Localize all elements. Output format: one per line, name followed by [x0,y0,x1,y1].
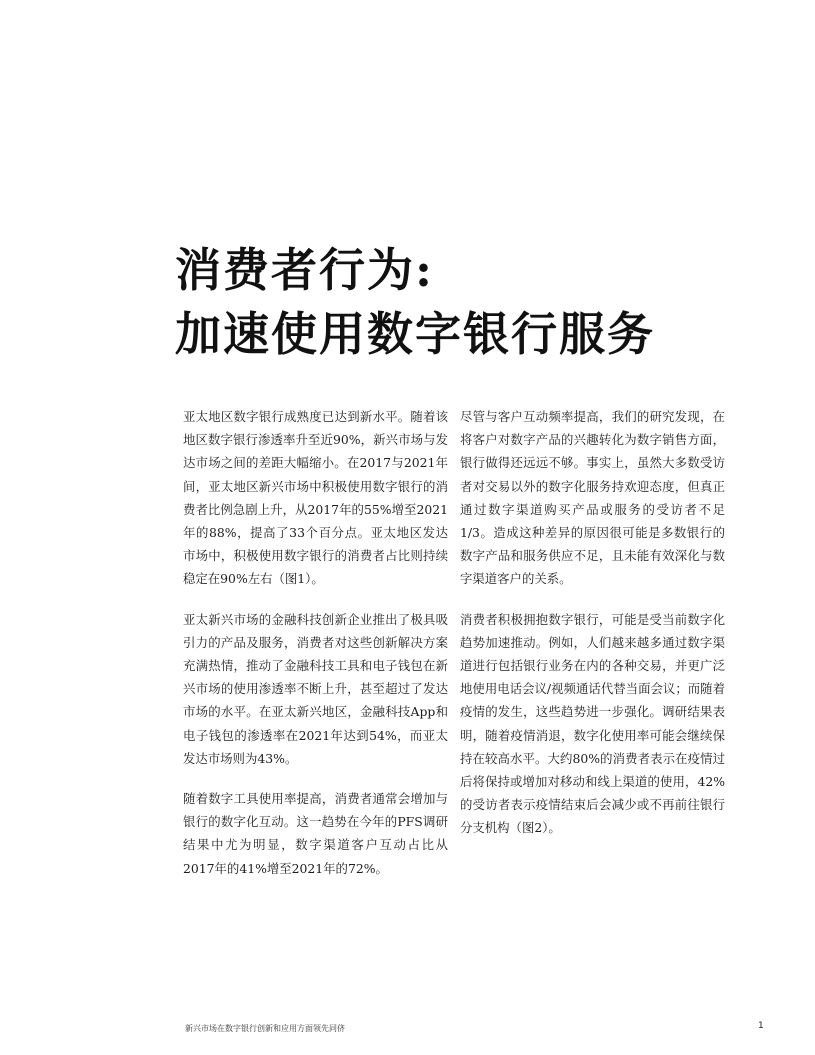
page-title [175,238,775,366]
paragraph: 消费者积极拥抱数字银行，可能是受当前数字化趋势加速推动。例如，人们越来越多通过数字渠道进行包括银行业务在内的各种交易，并更广泛地使用电话会议/视频通话代替当面会议；而随着疫情的发生，这些趋势进一步强化。调研结果表明，随着疫情消退，数字化使用率可能会继续保持在较高水平。大约80%的消费者表示在疫情过后将保持或增加对移动和线上渠道的使用，42%的受访者表示疫情结束后会减少或不再前往银行分支机构（图2）。 [460,611,725,836]
page-number: 1 [758,1021,764,1031]
page-title-line-1: 消费者行为: [175,243,434,297]
right-text-column [460,405,725,857]
left-text-column [183,405,448,897]
page-title-line-2: 加速使用数字银行服务 [175,307,655,361]
paragraph: 亚太地区数字银行成熟度已达到新水平。随着该地区数字银行渗透率升至近90%，新兴市场与发达市场之间的差距大幅缩小。在2017与2021年间，亚太地区新兴市场中积极使用数字银行的消费者比例急剧上升，从2017年的55%增至2021年的88%，提高了33个百分点。亚太地区发达市场中，积极使用数字银行的消费者占比则持续稳定在90%左右（图1）。 [183,409,448,587]
paragraph: 随着数字工具使用率提高，消费者通常会增加与银行的数字化互动。这一趋势在今年的PFS调研结果中尤为明显，数字渠道客户互动占比从2017年的41%增至2021年的72%。 [183,791,448,876]
footer-running-title: 新兴市场在数字银行创新和应用方面领先同侪 [185,1024,345,1033]
paragraph: 尽管与客户互动频率提高，我们的研究发现，在将客户对数字产品的兴趣转化为数字销售方面，银行做得还远远不够。事实上，虽然大多数受访者对交易以外的数字化服务持欢迎态度，但真正通过数字渠道购买产品或服务的受访者不足1/3。造成这种差异的原因很可能是多数银行的数字产品和服务供应不足，且未能有效深化与数字渠道客户的关系。 [460,409,725,587]
paragraph: 亚太新兴市场的金融科技创新企业推出了极具吸引力的产品及服务，消费者对这些创新解决方案充满热情，推动了金融科技工具和电子钱包在新兴市场的使用渗透率不断上升，甚至超过了发达市场的水平。在亚太新兴地区，金融科技App和电子钱包的渗透率在2021年达到54%，而亚太发达市场则为43%。 [183,611,448,766]
